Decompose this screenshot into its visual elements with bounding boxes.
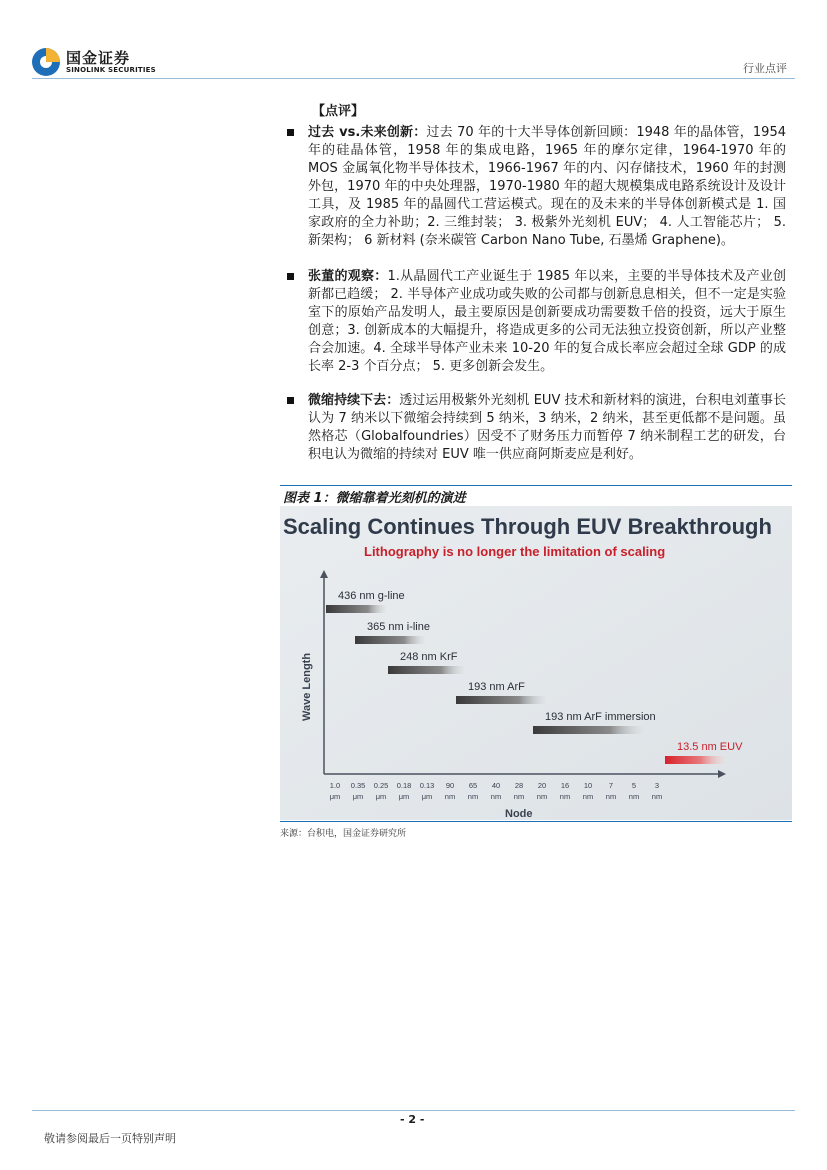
node-tick-unit: nm	[628, 792, 640, 801]
bullet-paragraph-chairman-observation	[308, 268, 786, 376]
node-tick-value: 28	[514, 781, 524, 790]
wavelength-bar	[533, 726, 643, 734]
node-tick-value: 0.35	[350, 781, 366, 790]
node-tick-value: 1.0	[329, 781, 341, 790]
node-tick-unit: μm	[421, 792, 433, 801]
node-tick-value: 0.18	[396, 781, 412, 790]
x-axis-label: Node	[505, 808, 533, 820]
wavelength-bar-label: 248 nm KrF	[400, 651, 458, 663]
footer-divider	[32, 1110, 795, 1111]
node-tick-value: 16	[560, 781, 570, 790]
wavelength-bar-label: 436 nm g-line	[338, 590, 405, 602]
bullet-paragraph-past-vs-future	[308, 124, 786, 250]
wavelength-bar-label: 193 nm ArF immersion	[545, 711, 656, 723]
bullet-square-icon	[287, 273, 294, 280]
company-logo	[32, 46, 162, 80]
node-tick-value: 7	[608, 781, 614, 790]
figure-source: 来源：台积电，国金证券研究所	[280, 829, 407, 839]
node-tick-value: 40	[491, 781, 501, 790]
bullet-square-icon	[287, 129, 294, 136]
wavelength-bar	[326, 605, 386, 613]
node-tick-unit: nm	[467, 792, 479, 801]
wavelength-bar	[388, 666, 464, 674]
node-tick-unit: nm	[490, 792, 502, 801]
node-tick-unit: nm	[444, 792, 456, 801]
figure-bottom-rule	[280, 821, 792, 822]
node-tick-value: 0.13	[419, 781, 435, 790]
bullet-text: 过去 70 年的十大半导体创新回顾：1948 年的晶体管，1954 年的硅晶体管，1958 年的集成电路，1965 年的摩尔定律，1964-1970 年的 MOS 金属氧化物半导体技术，1966-1967 年的内、闪存储技术，1960 年的封测外包，1970 年的中央处理器，1970-1980 年的超大规模集成电路系统设计及设计工具，及 1985 年的晶圆代工营运模式。现在的及未来的半导体创新模式是 1. 国家政府的全力补助；2. 三维封装； 3. 极紫外光刻机 EUV； 4. 人工智能芯片； 5. 新架构； 6 新材料 (奈米碳管 Carbon Nano Tube, 石墨烯 Graphene)。	[308, 125, 786, 248]
node-tick-unit: nm	[605, 792, 617, 801]
node-tick-value: 5	[631, 781, 637, 790]
wavelength-bar	[665, 756, 725, 764]
node-tick-unit: μm	[352, 792, 364, 801]
page-number: - 2 -	[400, 1113, 425, 1126]
node-tick-value: 10	[583, 781, 593, 790]
figure-title: 图表 1：微缩靠着光刻机的演进	[283, 491, 466, 506]
bullet-text: 1.从晶圆代工产业诞生于 1985 年以来，主要的半导体技术及产业创新都已趋缓； 2. 半导体产业成功或失败的公司都与创新息息相关，但不一定是实验室下的原始产品发明人，最主要原因是创新要成功需要数千倍的投资，远大于原生创意；3. 创新成本的大幅提升，将造成更多的公司无法独立投资创新，所以产业整合会加速。4. 全球半导体产业未来 10-20 年的复合成长率应会超过全球 GDP 的成长率 2-3 个百分点； 5. 更多创新会发生。	[308, 269, 786, 374]
bullet-lead: 微缩持续下去：	[308, 393, 400, 408]
footer-disclaimer: 敬请参阅最后一页特别声明	[44, 1132, 176, 1145]
node-tick-value: 20	[537, 781, 547, 790]
node-tick-unit: nm	[559, 792, 571, 801]
node-tick-unit: nm	[513, 792, 525, 801]
node-tick-unit: nm	[536, 792, 548, 801]
wavelength-bar-label: 13.5 nm EUV	[677, 741, 743, 753]
wavelength-bar	[355, 636, 425, 644]
logo-name-cn: 国金证券	[66, 49, 131, 67]
node-tick-value: 3	[654, 781, 660, 790]
logo-name-en: SINOLINK SECURITIES	[66, 66, 156, 74]
node-tick-unit: μm	[375, 792, 387, 801]
bullet-lead: 过去 vs.未来创新：	[308, 125, 427, 140]
node-tick-unit: nm	[582, 792, 594, 801]
bullet-paragraph-scaling-continues	[308, 392, 786, 464]
bullet-square-icon	[287, 397, 294, 404]
header-divider	[32, 78, 795, 79]
slide-subtitle: Lithography is no longer the limitation of scaling	[364, 544, 666, 559]
comment-heading: 【点评】	[312, 104, 365, 119]
node-tick-unit: μm	[398, 792, 410, 801]
node-tick-value: 90	[445, 781, 455, 790]
report-type-tag: 行业点评	[743, 62, 787, 75]
wavelength-bar-label: 193 nm ArF	[468, 681, 525, 693]
figure-slide-image	[280, 506, 792, 820]
wavelength-bar-label: 365 nm i-line	[367, 621, 430, 633]
node-tick-unit: nm	[651, 792, 663, 801]
wavelength-bar	[456, 696, 546, 704]
node-tick-unit: μm	[329, 792, 341, 801]
y-axis-label: Wave Length	[301, 652, 313, 721]
node-tick-value: 0.25	[373, 781, 389, 790]
node-tick-value: 65	[468, 781, 478, 790]
slide-title: Scaling Continues Through EUV Breakthrough	[283, 514, 772, 539]
bullet-text: 透过运用极紫外光刻机 EUV 技术和新材料的演进，台积电刘董事长认为 7 纳米以下微缩会持续到 5 纳米，3 纳米，2 纳米，甚至更低都不是问题。虽然格芯（Globalfoundries）因受不了财务压力而暂停 7 纳米制程工艺的研发，台积电认为微缩的持续对 EUV 唯一供应商阿斯麦应是利好。	[308, 393, 786, 462]
bullet-lead: 张董的观察：	[308, 269, 388, 284]
